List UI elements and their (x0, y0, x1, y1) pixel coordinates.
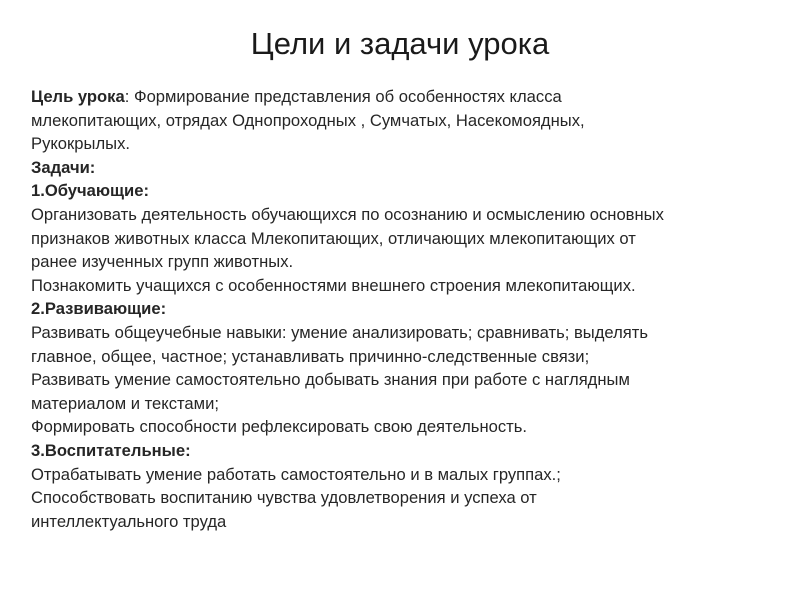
developmental-line: главное, общее, частное; устанавливать причинно-следственные связи; (31, 346, 590, 366)
goal-text-3: Рукокрылых. (31, 134, 130, 154)
section-heading-developmental: 2.Развивающие: (31, 299, 167, 319)
goal-text-1: : Формирование представления об особенностях класса (124, 87, 562, 106)
educational-line: признаков животных класса Млекопитающих, отличающих млекопитающих от (31, 228, 636, 248)
slide-title: Цели и задачи урока (250, 26, 550, 61)
goal-line-1 (31, 85, 796, 109)
developmental-line: Развивать умение самостоятельно добывать знания при работе с наглядным (31, 370, 630, 390)
goal-label: Цель урока (31, 87, 125, 106)
educational-line: Организовать деятельность обучающихся по осознанию и осмыслению основных (31, 204, 664, 224)
slide-body (31, 85, 796, 533)
tasks-heading: Задачи: (31, 157, 96, 177)
upbringing-line: интеллектуального труда (31, 511, 227, 531)
developmental-line: Формировать способности рефлексировать свою деятельность. (31, 417, 527, 437)
educational-line: Познакомить учащихся с особенностями внешнего строения млекопитающих. (31, 275, 636, 295)
upbringing-line: Отрабатывать умение работать самостоятельно и в малых группах.; (31, 464, 561, 484)
section-heading-educational: 1.Обучающие: (31, 181, 149, 201)
section-heading-upbringing: 3.Воспитательные: (31, 440, 191, 460)
developmental-line: материалом и текстами; (31, 393, 219, 413)
educational-line: ранее изученных групп животных. (31, 252, 294, 272)
goal-text-2: млекопитающих, отрядах Однопроходных , Сумчатых, Насекомоядных, (31, 110, 585, 130)
developmental-line: Развивать общеучебные навыки: умение анализировать; сравнивать; выделять (31, 322, 649, 342)
upbringing-line: Способствовать воспитанию чувства удовлетворения и успеха от (31, 488, 537, 508)
